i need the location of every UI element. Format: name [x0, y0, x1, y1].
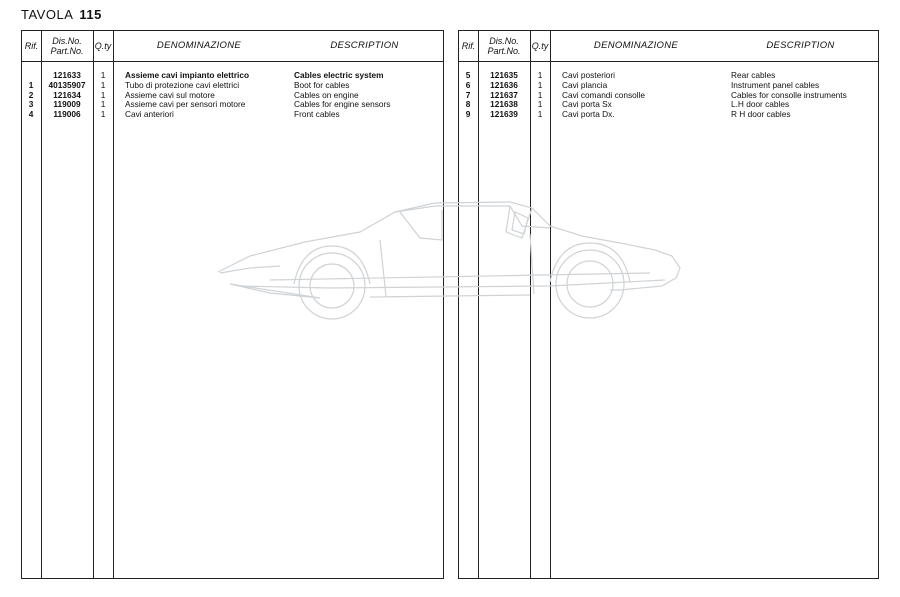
part-denominazione: Cavi comandi consolle	[562, 89, 646, 100]
part-number: 119009	[53, 99, 81, 110]
header-description-label: DESCRIPTION	[330, 40, 399, 51]
part-denominazione: Assieme cavi impianto elettrico	[125, 70, 250, 80]
header-part-number	[41, 31, 93, 61]
part-qty: 1	[537, 109, 543, 120]
part-rif: 4	[28, 109, 34, 120]
part-number: 40135907	[48, 79, 86, 90]
page-title	[21, 7, 102, 22]
header-dis-no-label: Dis.No.	[52, 36, 82, 46]
part-number: 121636	[490, 79, 518, 90]
part-number: 121635	[490, 70, 518, 80]
header-divider	[459, 61, 878, 62]
part-qty: 1	[100, 89, 106, 100]
part-row	[459, 91, 878, 101]
part-number: 121639	[490, 109, 518, 120]
part-qty: 1	[537, 99, 543, 110]
part-row	[22, 110, 443, 120]
part-denominazione: Cavi posteriori	[562, 70, 616, 80]
part-rif: 1	[28, 79, 34, 90]
part-rif: 9	[465, 109, 471, 120]
header-description	[285, 31, 444, 61]
car-sketch-watermark	[210, 198, 690, 328]
part-denominazione: Cavi anteriori	[125, 109, 174, 120]
header-qty-label: Q.ty	[94, 41, 112, 51]
header-denominazione	[550, 31, 722, 61]
part-rif: 5	[465, 70, 471, 80]
part-description: Boot for cables	[294, 79, 350, 90]
part-description: Front cables	[294, 109, 340, 120]
header-rif-label: Rif.	[24, 41, 39, 51]
page-title-label: TAVOLA	[21, 7, 74, 22]
part-number: 121634	[53, 89, 81, 100]
part-denominazione: Cavi plancia	[562, 79, 608, 90]
header-denominazione	[113, 31, 285, 61]
part-rif: 8	[465, 99, 471, 110]
part-number: 121637	[490, 89, 518, 100]
part-description: R H door cables	[731, 109, 791, 120]
part-rif: 6	[465, 79, 471, 90]
header-dis-no-label: Dis.No.	[489, 36, 519, 46]
part-description: Instrument panel cables	[731, 79, 820, 90]
part-rif: 7	[465, 89, 471, 100]
part-qty: 1	[100, 79, 106, 90]
part-denominazione: Cavi porta Dx.	[562, 109, 615, 120]
part-description: Cables for consolle instruments	[731, 89, 847, 100]
part-number: 119006	[53, 109, 81, 120]
part-row	[459, 110, 878, 120]
part-row	[459, 100, 878, 110]
part-description: Cables electric system	[294, 70, 384, 80]
parts-rows-right	[459, 71, 878, 120]
header-denominazione-label: DENOMINAZIONE	[156, 40, 242, 51]
part-qty: 1	[100, 70, 106, 80]
header-rif	[22, 31, 41, 61]
header-part-no-label: Part.No.	[487, 46, 521, 56]
part-number: 121638	[490, 99, 518, 110]
page-title-number: 115	[79, 7, 102, 22]
part-rif: 3	[28, 99, 34, 110]
part-description: Cables for engine sensors	[294, 99, 391, 110]
header-rif	[459, 31, 478, 61]
header-divider	[22, 61, 443, 62]
part-rif: 2	[28, 89, 34, 100]
header-part-no-label: Part.No.	[50, 46, 84, 56]
header-denominazione-label: DENOMINAZIONE	[593, 40, 679, 51]
part-qty: 1	[100, 109, 106, 120]
header-description-label: DESCRIPTION	[766, 40, 835, 51]
header-qty	[530, 31, 550, 61]
part-qty: 1	[537, 89, 543, 100]
part-denominazione: Cavi porta Sx	[562, 99, 612, 110]
part-denominazione: Tubo di protezione cavi elettrici	[125, 79, 240, 90]
header-qty-label: Q.ty	[531, 41, 549, 51]
part-qty: 1	[100, 99, 106, 110]
part-number: 121633	[53, 70, 81, 80]
part-qty: 1	[537, 79, 543, 90]
part-denominazione: Assieme cavi sul motore	[125, 89, 215, 100]
part-description: Rear cables	[731, 70, 776, 80]
header-qty	[93, 31, 113, 61]
part-row	[22, 81, 443, 91]
part-row	[22, 100, 443, 110]
part-qty: 1	[537, 70, 543, 80]
parts-rows-left	[22, 71, 443, 120]
header-rif-label: Rif.	[461, 41, 476, 51]
part-description: Cables on engine	[294, 89, 359, 100]
header-description	[722, 31, 879, 61]
part-description: L.H door cables	[731, 99, 790, 110]
header-part-number	[478, 31, 530, 61]
part-denominazione: Assieme cavi per sensori motore	[125, 99, 246, 110]
